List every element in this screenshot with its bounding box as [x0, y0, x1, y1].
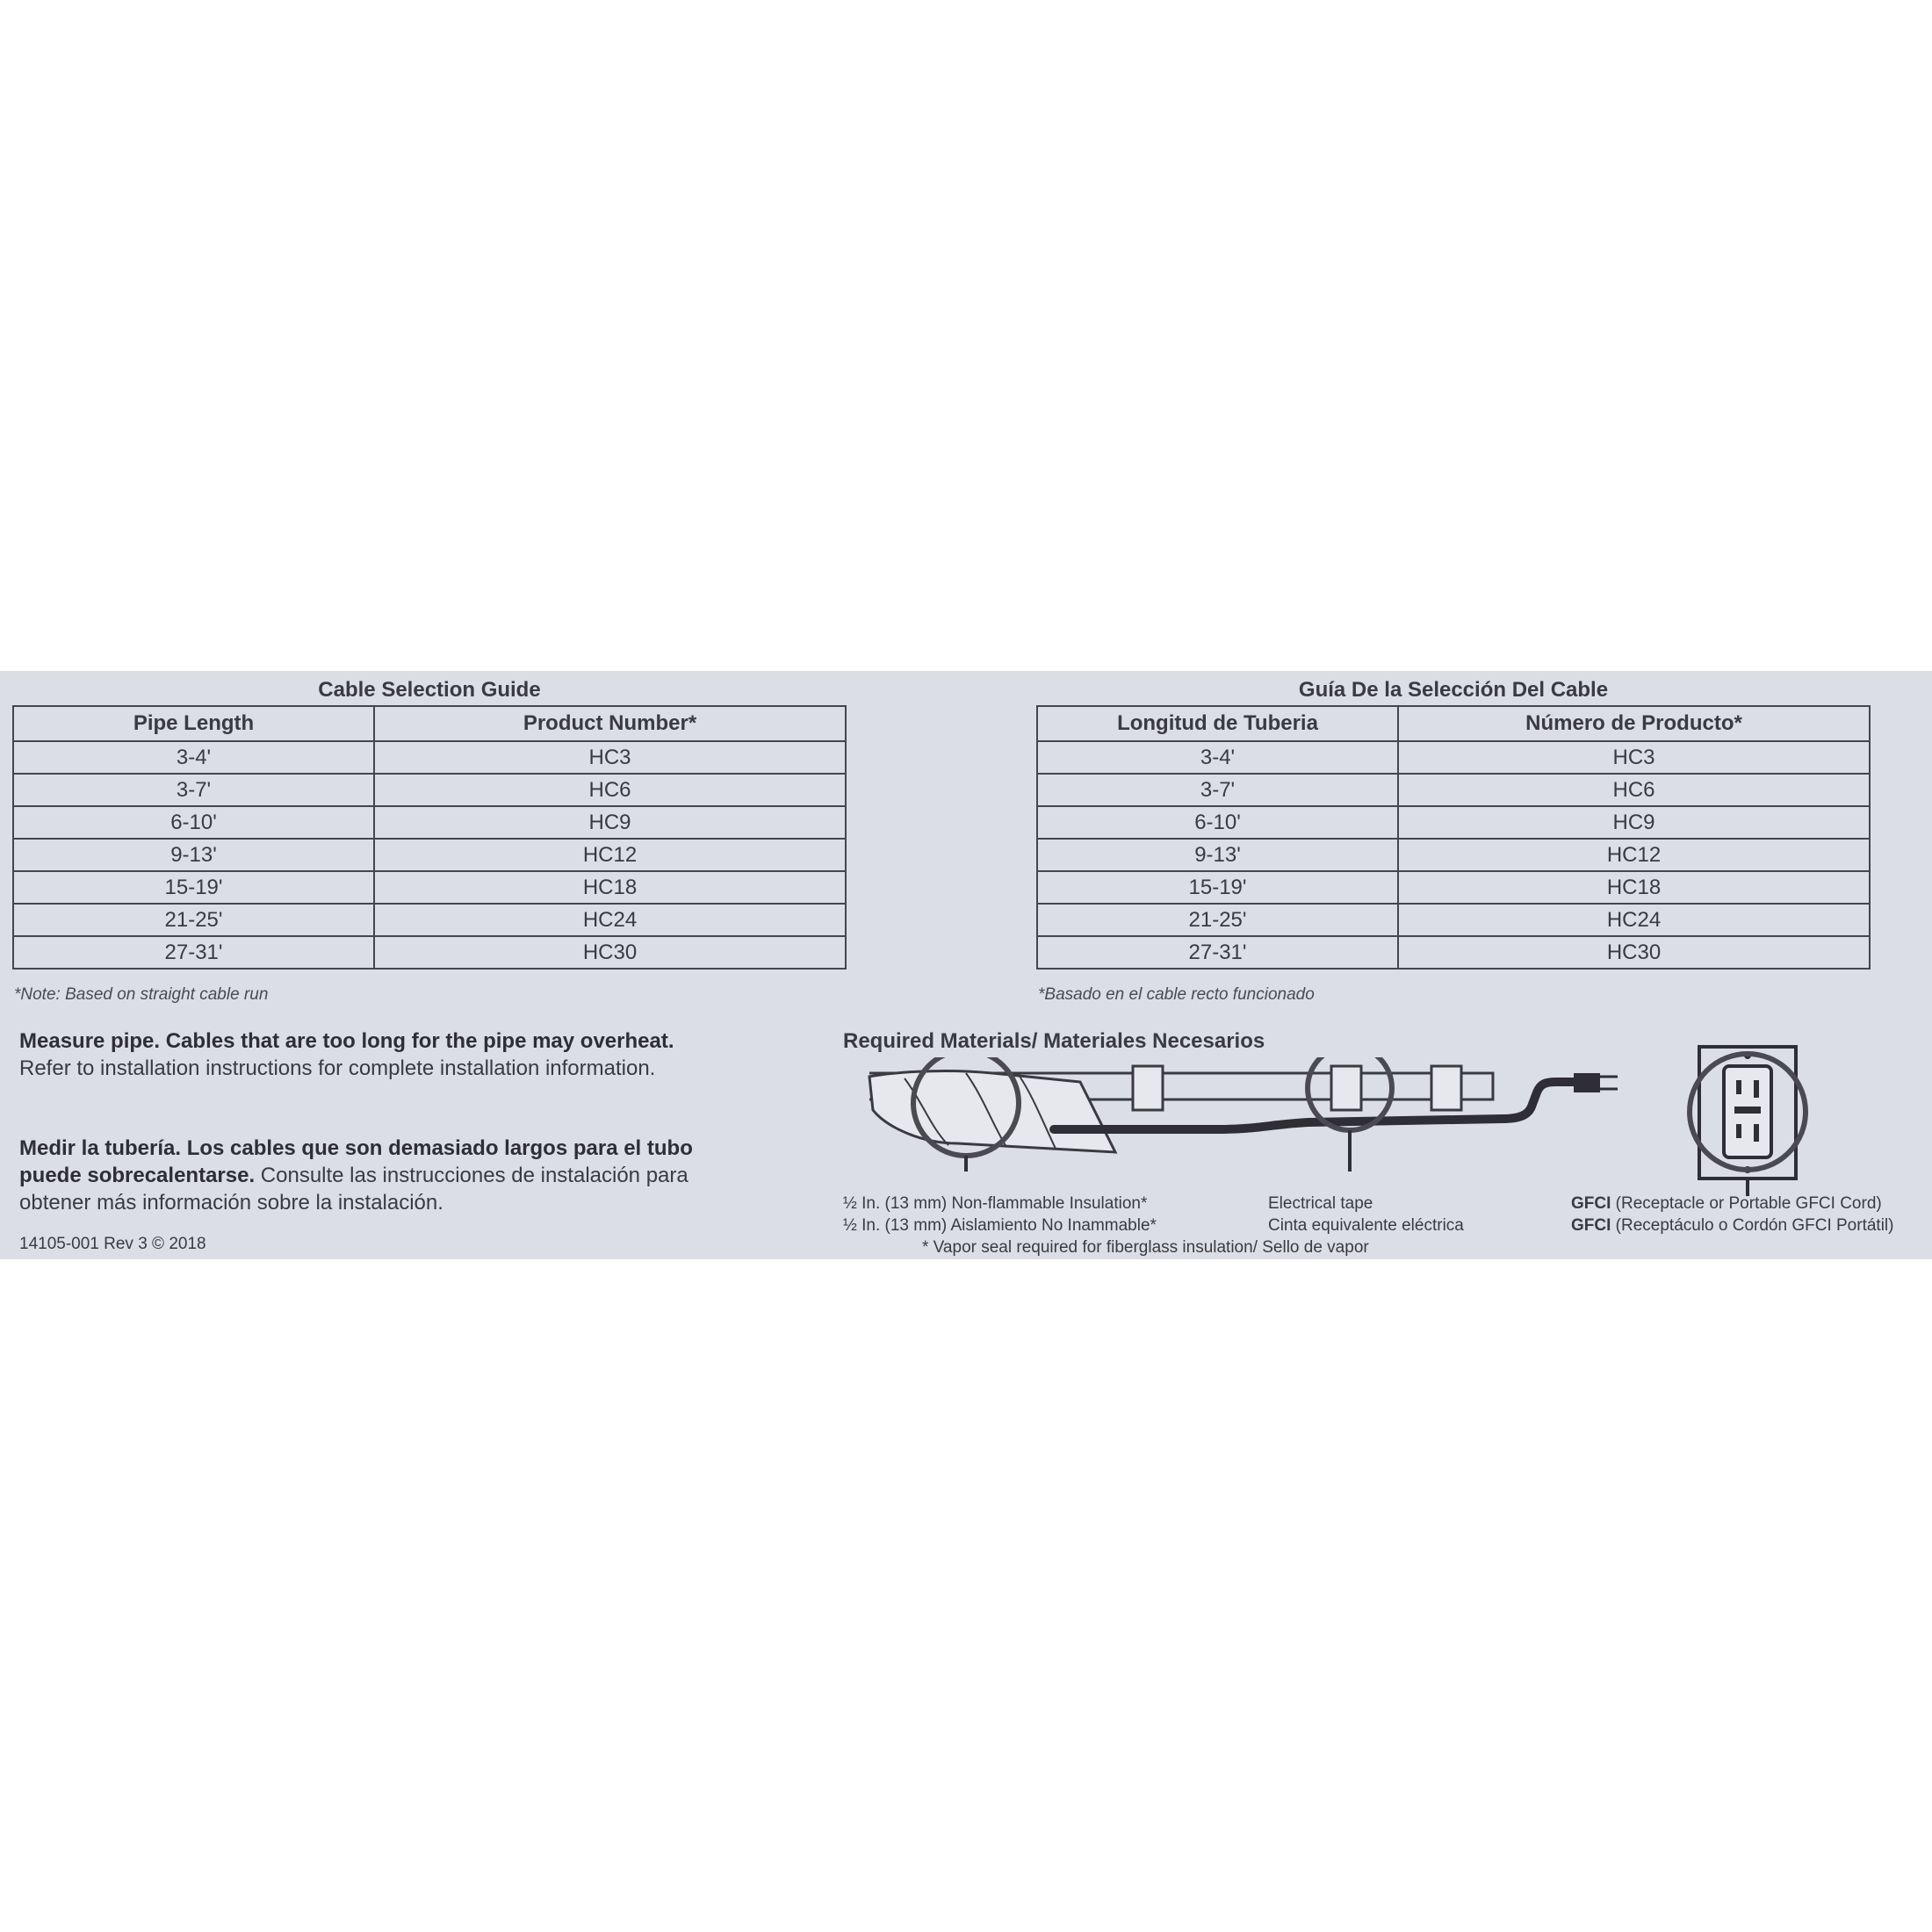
col-header-longitud: Longitud de Tuberia	[1037, 706, 1398, 741]
tape-band-icon	[1331, 1066, 1361, 1110]
cell-length: 6-10'	[1037, 806, 1398, 839]
plug-icon	[1574, 1073, 1600, 1092]
tape-band-icon	[1431, 1066, 1461, 1110]
tape-caption	[1268, 1193, 1464, 1236]
instructions-en-bold: Measure pipe. Cables that are too long for the pipe may overheat.	[19, 1029, 674, 1053]
cell-product: HC3	[374, 741, 846, 774]
instructions-es	[19, 1135, 696, 1216]
cell-length: 15-19'	[13, 871, 374, 904]
cell-length: 9-13'	[13, 839, 374, 871]
cell-length: 27-31'	[13, 936, 374, 969]
cell-product: HC9	[1398, 806, 1870, 839]
cell-product: HC24	[1398, 904, 1870, 936]
guide-en-table	[12, 705, 847, 970]
cell-length: 21-25'	[13, 904, 374, 936]
cell-length: 9-13'	[1037, 839, 1398, 871]
tape-band-icon	[1133, 1066, 1163, 1110]
insulation-caption-en: ½ In. (13 mm) Non-flammable Insulation*	[843, 1194, 1148, 1213]
insulation-caption-es: ½ In. (13 mm) Aislamiento No Inammable*	[843, 1216, 1157, 1235]
instruction-card	[0, 671, 1932, 1259]
guide-es-note: *Basado en el cable recto funcionado	[1038, 985, 1315, 1004]
gfci-caption-es	[1571, 1215, 1893, 1236]
table-row	[1037, 871, 1870, 904]
cell-length: 3-7'	[13, 774, 374, 806]
document-revision: 14105-001 Rev 3 © 2018	[19, 1235, 206, 1253]
table-row	[1037, 774, 1870, 806]
table-row	[13, 774, 846, 806]
materials-heading: Required Materials/ Materiales Necesarios	[843, 1029, 1265, 1053]
cell-product: HC9	[374, 806, 846, 839]
cell-length: 6-10'	[13, 806, 374, 839]
cell-length: 3-4'	[1037, 741, 1398, 774]
table-row	[1037, 806, 1870, 839]
instructions-en-text: Refer to installation instructions for complete installation information.	[19, 1056, 656, 1080]
gfci-label: GFCI	[1571, 1216, 1611, 1235]
cell-product: HC6	[1398, 774, 1870, 806]
cell-length: 3-4'	[13, 741, 374, 774]
cell-product: HC12	[1398, 839, 1870, 871]
cell-length: 3-7'	[1037, 774, 1398, 806]
table-row	[13, 904, 846, 936]
instructions-en	[19, 1027, 696, 1082]
cell-product: HC3	[1398, 741, 1870, 774]
guide-en-title: Cable Selection Guide	[318, 678, 541, 702]
col-header-numero-producto: Número de Producto*	[1398, 706, 1870, 741]
table-row	[1037, 936, 1870, 969]
gfci-caption-en	[1571, 1193, 1893, 1215]
instructions-es-text: Consulte las instrucciones de instalación para obtener más información sobre la instalación.	[19, 1164, 688, 1215]
guide-es-title: Guía De la Selección Del Cable	[1298, 678, 1609, 702]
cell-product: HC18	[1398, 871, 1870, 904]
gfci-caption	[1571, 1193, 1893, 1236]
cell-length: 15-19'	[1037, 871, 1398, 904]
gfci-caption-es-text: (Receptáculo o Cordón GFCI Portátil)	[1611, 1216, 1894, 1235]
gfci-label: GFCI	[1571, 1194, 1611, 1213]
table-header-row	[1037, 706, 1870, 741]
tape-caption-es: Cinta equivalente eléctrica	[1268, 1216, 1464, 1235]
table-row	[1037, 904, 1870, 936]
col-header-product-number: Product Number*	[374, 706, 846, 741]
cell-length: 21-25'	[1037, 904, 1398, 936]
table-row	[1037, 741, 1870, 774]
cell-product: HC6	[374, 774, 846, 806]
col-header-pipe-length: Pipe Length	[13, 706, 374, 741]
cell-length: 27-31'	[1037, 936, 1398, 969]
table-row	[13, 839, 846, 871]
table-header-row	[13, 706, 846, 741]
cell-product: HC30	[374, 936, 846, 969]
instructions-es-bold: Medir la tubería. Los cables que son demasiado largos para el tubo puede sobrecalentarse.	[19, 1136, 693, 1187]
cell-product: HC18	[374, 871, 846, 904]
cell-product: HC24	[374, 904, 846, 936]
vapor-seal-note: * Vapor seal required for fiberglass insulation/ Sello de vapor	[922, 1238, 1369, 1257]
gfci-receptacle-illustration	[1673, 1040, 1822, 1198]
insulation-caption	[843, 1193, 1157, 1236]
table-row	[13, 871, 846, 904]
guide-en-note: *Note: Based on straight cable run	[14, 985, 269, 1004]
cell-product: HC30	[1398, 936, 1870, 969]
tape-caption-en: Electrical tape	[1268, 1194, 1373, 1213]
table-row	[13, 806, 846, 839]
gfci-caption-en-text: (Receptacle or Portable GFCI Cord)	[1611, 1194, 1882, 1213]
guide-es-table	[1036, 705, 1871, 970]
cell-product: HC12	[374, 839, 846, 871]
table-row	[1037, 839, 1870, 871]
insulation-icon	[869, 1071, 1115, 1152]
table-row	[13, 741, 846, 774]
table-row	[13, 936, 846, 969]
